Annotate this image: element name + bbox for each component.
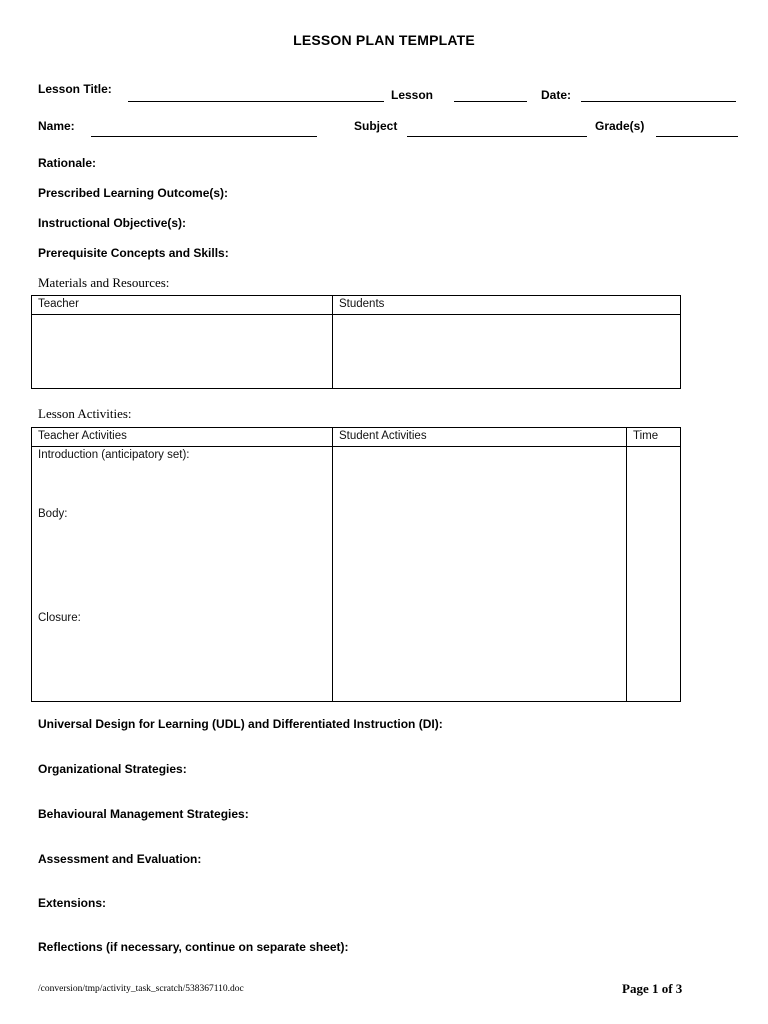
subject-label: Subject <box>354 119 398 133</box>
plo-label: Prescribed Learning Outcome(s): <box>38 186 229 200</box>
extensions-label: Extensions: <box>38 896 107 910</box>
objectives-label: Instructional Objective(s): <box>38 216 187 230</box>
footer-file-path: /conversion/tmp/activity_task_scratch/538367110.doc <box>38 984 244 994</box>
lesson-label: Lesson <box>391 88 434 102</box>
reflections-label: Reflections (if necessary, continue on separate sheet): <box>38 940 349 954</box>
materials-students-cell[interactable] <box>333 315 681 389</box>
body-label: Body: <box>38 508 68 520</box>
rationale-label: Rationale: <box>38 156 97 170</box>
date-label: Date: <box>541 88 572 102</box>
document-title: LESSON PLAN TEMPLATE <box>293 32 475 48</box>
name-label: Name: <box>38 119 75 133</box>
org-strategies-label: Organizational Strategies: <box>38 762 187 776</box>
student-activities-cell[interactable] <box>333 447 627 702</box>
grades-field[interactable] <box>656 136 738 137</box>
activities-heading: Lesson Activities: <box>38 406 132 421</box>
assessment-label: Assessment and Evaluation: <box>38 852 202 866</box>
date-field[interactable] <box>581 101 736 102</box>
materials-col-students: Students <box>333 296 681 315</box>
activities-col-teacher: Teacher Activities <box>32 428 333 447</box>
prereq-label: Prerequisite Concepts and Skills: <box>38 246 229 260</box>
activities-col-time: Time <box>627 428 681 447</box>
footer-page-number: Page 1 of 3 <box>622 981 683 996</box>
grades-label: Grade(s) <box>595 119 645 133</box>
subject-field[interactable] <box>407 136 587 137</box>
materials-teacher-cell[interactable] <box>32 315 333 389</box>
lesson-title-label: Lesson Title: <box>38 82 112 96</box>
materials-heading: Materials and Resources: <box>38 275 170 290</box>
materials-table <box>31 295 681 389</box>
activities-table <box>31 427 681 702</box>
intro-label: Introduction (anticipatory set): <box>38 449 190 461</box>
activities-col-student: Student Activities <box>333 428 627 447</box>
time-cell[interactable] <box>627 447 681 702</box>
name-field[interactable] <box>91 136 317 137</box>
udl-label: Universal Design for Learning (UDL) and Differentiated Instruction (DI): <box>38 717 443 731</box>
materials-col-teacher: Teacher <box>32 296 333 315</box>
teacher-activities-cell[interactable] <box>32 447 333 702</box>
closure-label: Closure: <box>38 612 81 624</box>
behaviour-strategies-label: Behavioural Management Strategies: <box>38 807 249 821</box>
lesson-field[interactable] <box>454 101 527 102</box>
lesson-title-field[interactable] <box>128 101 384 102</box>
